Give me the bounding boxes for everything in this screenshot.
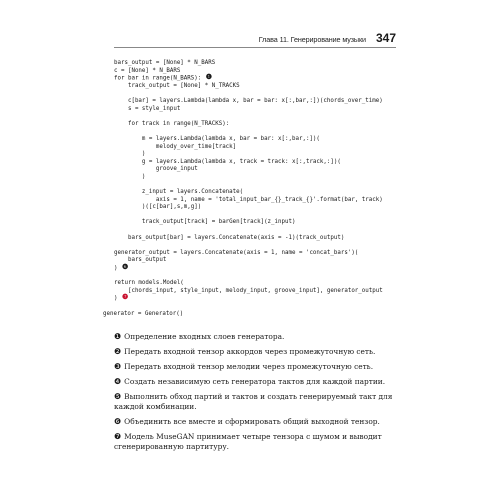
note-item (114, 392, 400, 412)
code-text: g = layers.Lambda(lambda x, track = track: x[:,track,:])( (114, 158, 341, 165)
code-line (114, 265, 404, 273)
code-line (114, 212, 404, 220)
code-text: groove_input (114, 166, 198, 173)
code-line (114, 197, 404, 205)
note-text: Передать входной тензор мелодии через промежуточную сеть. (124, 362, 374, 372)
code-text: track_output = [None] * N_TRACKS (114, 82, 240, 89)
note-text: Объединить все вместе и сформировать общий выходной тензор. (124, 417, 380, 427)
code-line (114, 68, 404, 76)
code-line (114, 303, 404, 311)
callout-marker-icon: ❻ (121, 264, 129, 272)
callout-marker-icon: ❶ (205, 74, 213, 82)
code-line (114, 250, 404, 258)
code-line (114, 128, 404, 136)
code-text: for bar in range(N_BARS): (114, 75, 205, 82)
code-text: melody_over_time[track] (114, 143, 237, 150)
header-divider (114, 47, 396, 48)
note-item (114, 377, 400, 387)
callout-marker-icon: ❼ (114, 432, 122, 442)
code-line (114, 60, 404, 68)
code-text: track_output[track] = barGen[track](z_input) (114, 219, 296, 226)
code-line (114, 280, 404, 288)
callout-marker-icon: ❸ (114, 362, 122, 372)
code-line (114, 182, 404, 190)
code-text: s = style_input (114, 105, 181, 112)
code-line (114, 98, 404, 106)
note-text: Выполнить обход партий и тактов и создать генерируемый такт для каждой комбинации. (114, 392, 393, 412)
note-item (114, 362, 400, 372)
code-line (114, 273, 404, 281)
code-line (114, 113, 404, 121)
page-number: 347 (375, 31, 396, 45)
code-line (114, 136, 404, 144)
callout-notes (114, 332, 400, 457)
note-text: Создать независимую сеть генератора тактов для каждой партии. (124, 377, 386, 387)
code-text: c = [None] * N_BARS (114, 67, 181, 74)
code-line (114, 227, 404, 235)
code-line (114, 174, 404, 182)
running-header (258, 31, 396, 47)
code-text: )([c[bar],s,m,g]) (114, 204, 202, 211)
note-item (114, 347, 400, 357)
code-text: c[bar] = layers.Lambda(lambda x, bar = bar: x[:,bar,:])(chords_over_time) (114, 97, 383, 104)
note-item (114, 417, 400, 427)
code-line (103, 311, 404, 319)
chapter-title: Глава 11. Генерирование музыки (258, 35, 366, 44)
code-text: bars_output[bar] = layers.Concatenate(axis = -1)(track_output) (114, 234, 345, 241)
code-line (114, 75, 404, 83)
code-line (114, 144, 404, 152)
code-line (114, 204, 404, 212)
code-listing (103, 60, 404, 318)
code-line (114, 257, 404, 265)
note-item (114, 432, 400, 452)
callout-marker-icon: ❶ (114, 332, 122, 341)
callout-marker-icon: ❼ (121, 294, 129, 302)
note-text: Определение входных слоев генератора. (124, 332, 285, 341)
code-line (114, 106, 404, 114)
code-text: [chords_input, style_input, melody_input, groove_input], generator_output (114, 287, 383, 294)
code-line (114, 121, 404, 129)
note-item (114, 332, 400, 342)
code-line (114, 83, 404, 91)
code-line (114, 151, 404, 159)
code-text: generator = Generator() (103, 310, 184, 317)
code-text: ) (114, 151, 146, 158)
code-line (114, 235, 404, 243)
note-text: Модель MuseGAN принимает четыре тензора с шумом и выводит сгенерированную партитуру. (114, 432, 382, 452)
code-line (114, 159, 404, 167)
code-line (114, 90, 404, 98)
code-line (114, 288, 404, 296)
code-text: bars_output = [None] * N_BARS (114, 60, 216, 66)
callout-marker-icon: ❻ (114, 417, 122, 427)
callout-marker-icon: ❺ (114, 392, 122, 402)
code-text: m = layers.Lambda(lambda x, bar = bar: x[:,bar,:])( (114, 135, 320, 142)
code-text: bars_output (114, 257, 167, 264)
code-text: return models.Model( (114, 280, 184, 287)
code-line (114, 242, 404, 250)
code-line (114, 166, 404, 174)
code-line (114, 219, 404, 227)
code-line (114, 295, 404, 303)
note-text: Передать входной тензор аккордов через промежуточную сеть. (124, 347, 376, 357)
code-text: for track in range(N_TRACKS): (114, 120, 230, 127)
callout-marker-icon: ❷ (114, 347, 122, 357)
code-text: z_input = layers.Concatenate( (114, 189, 244, 196)
code-text: ) (114, 173, 146, 180)
code-line (114, 189, 404, 197)
code-text: ) (114, 295, 121, 302)
callout-marker-icon: ❹ (114, 377, 122, 387)
code-text: axis = 1, name = 'total_input_bar_{}_track_{}'.format(bar, track) (114, 196, 383, 203)
code-text: ) (114, 265, 121, 272)
code-text: generator_output = layers.Concatenate(axis = 1, name = 'concat_bars')( (114, 249, 359, 256)
